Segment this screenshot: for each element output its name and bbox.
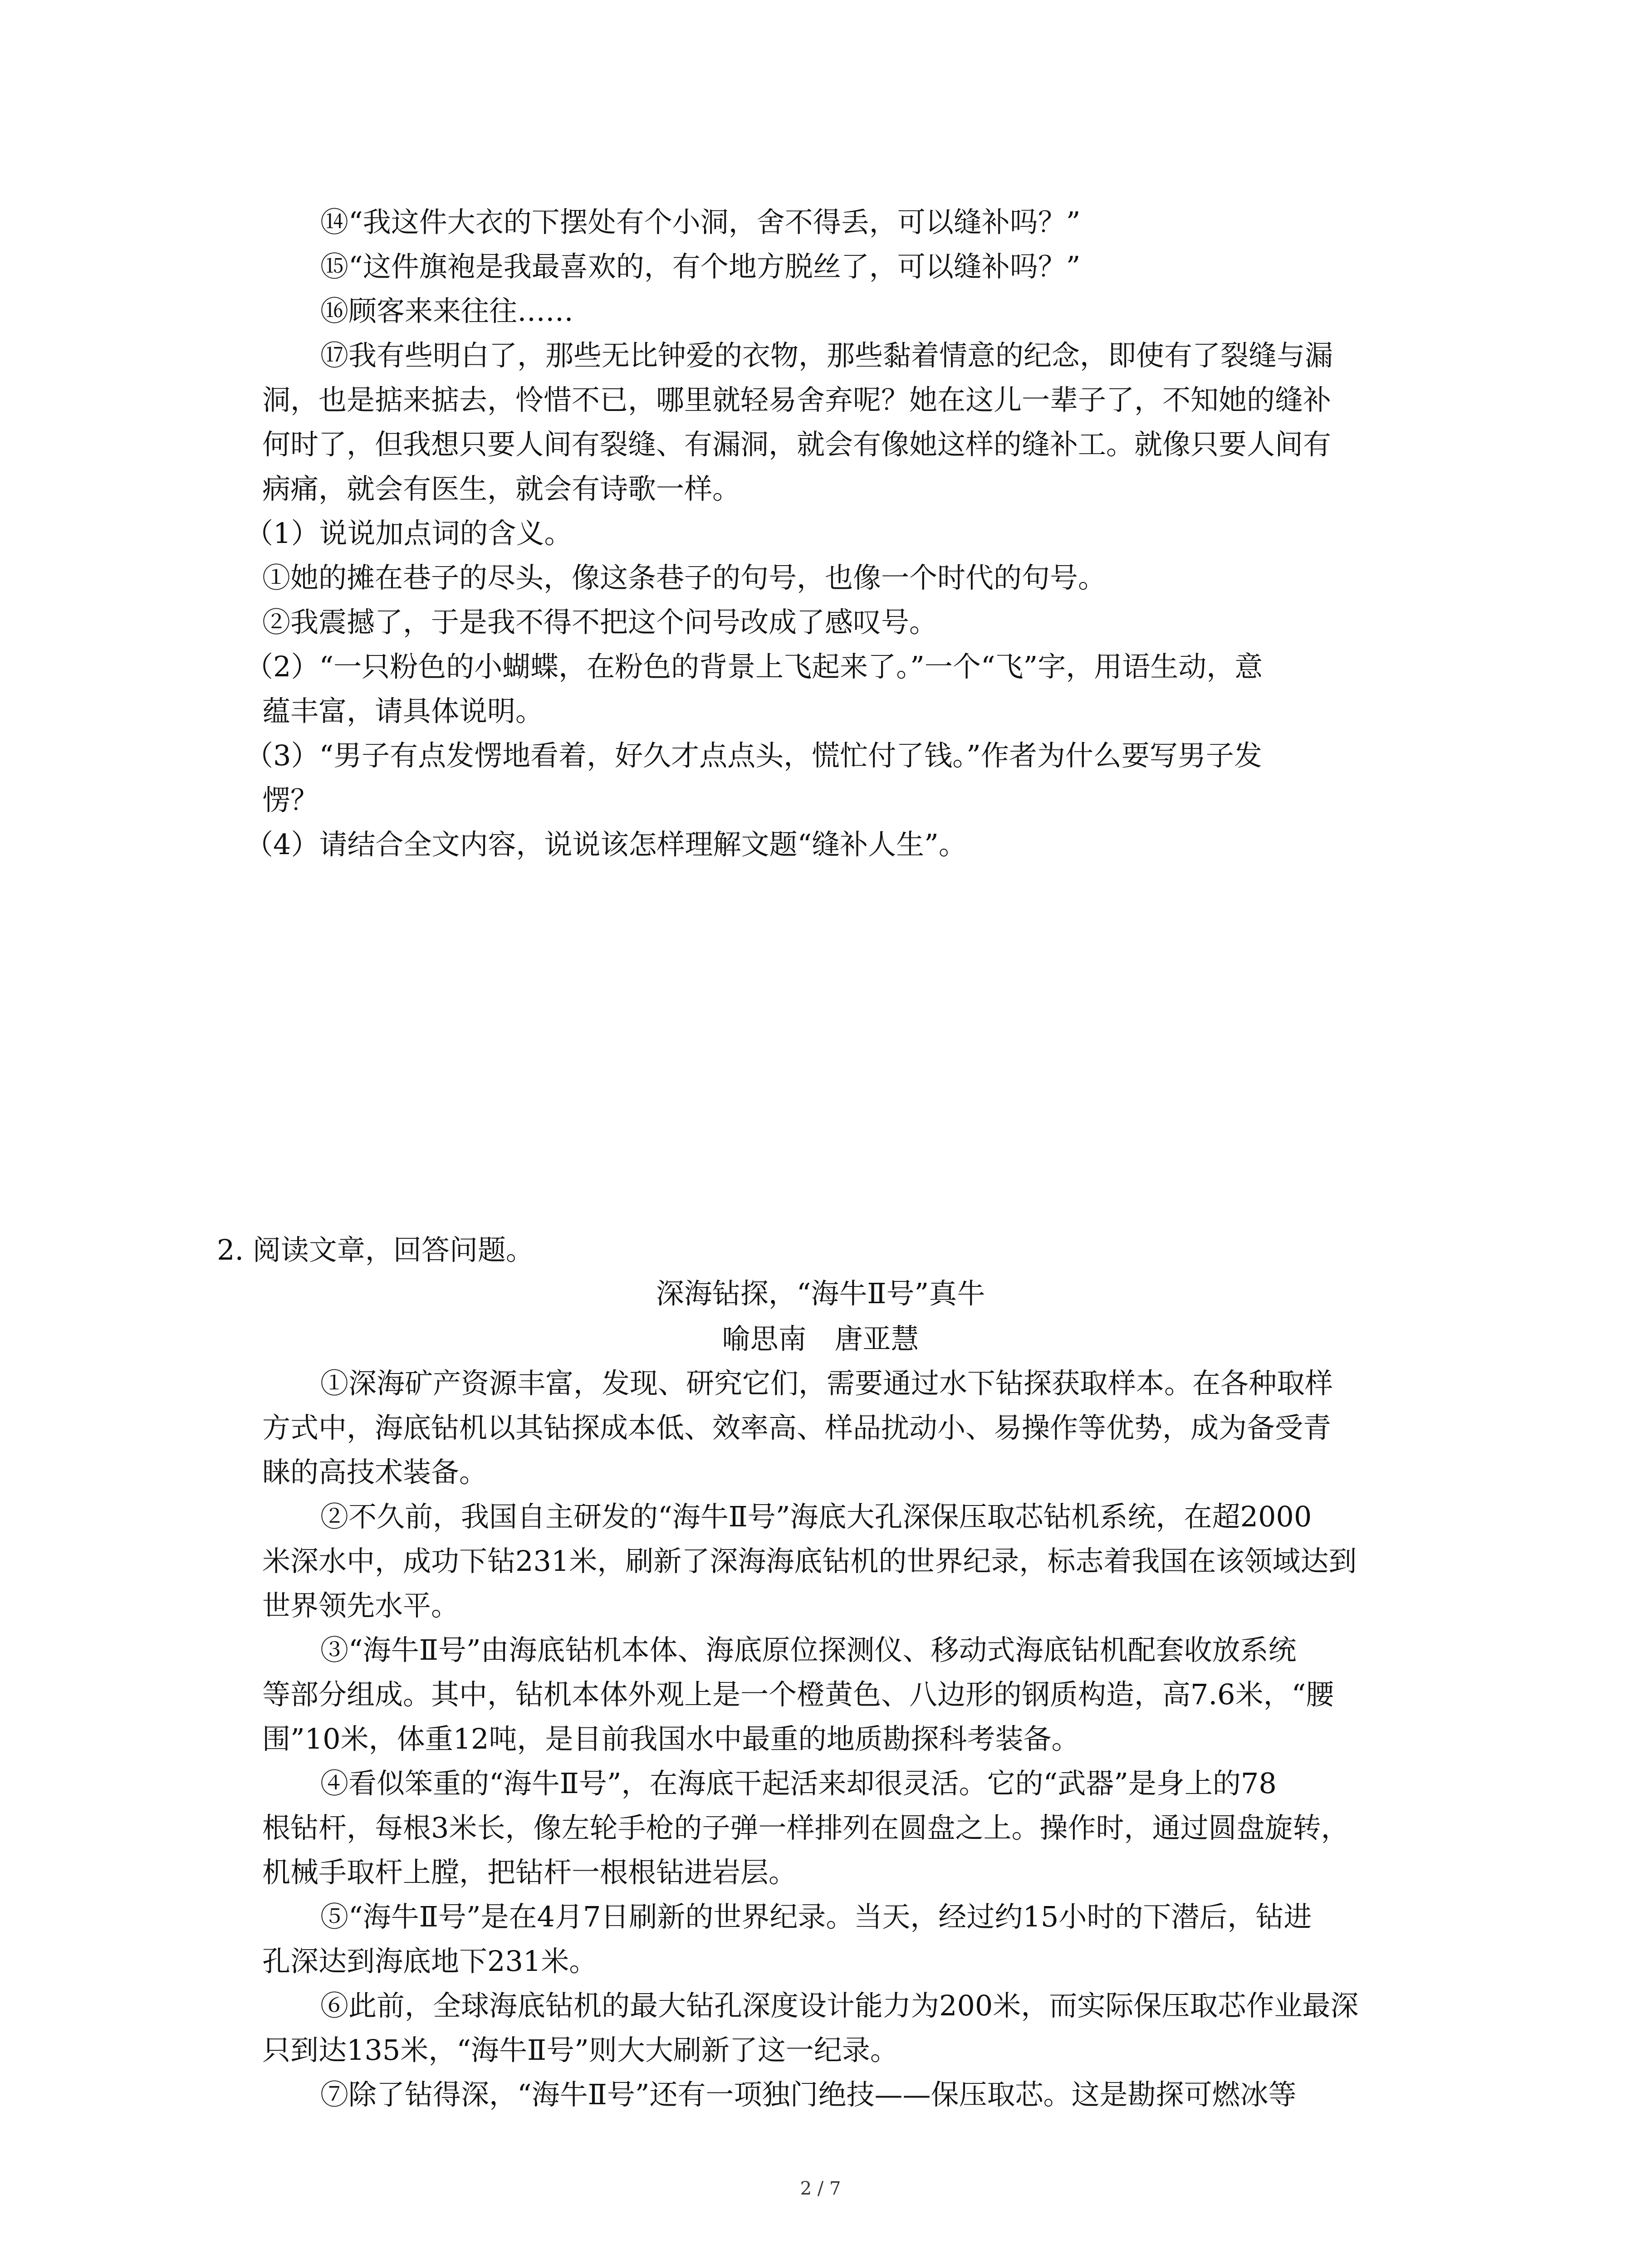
passage1-paragraph-17-line1: ⑰我有些明白了，那些无比钟爱的衣物，那些黏着情意的纪念，即使有了裂缝与漏 (320, 339, 1333, 372)
passage1-paragraph-17-line2: 洞，也是掂来掂去，怜惜不已，哪里就轻易舍弃呢？她在这儿一辈子了，不知她的缝补 (262, 383, 1332, 416)
article-paragraph-4-line2: 根钻杆，每根3米长，像左轮手枪的子弹一样排列在圆盘之上。操作时，通过圆盘旋转， (262, 1811, 1349, 1844)
article-paragraph-6-line2: 只到达135米，“海牛Ⅱ号”则大大刷新了这一纪录。 (262, 2033, 898, 2067)
question-1-item-1: ①她的摊在巷子的尽头，像这条巷子的句号，也像一个时代的句号。 (262, 561, 1107, 594)
article-paragraph-5-line2: 孔深达到海底地下231米。 (262, 1945, 598, 1978)
article-paragraph-3-line3: 围”10米，体重12吨，是目前我国水中最重的地质勘探科考装备。 (262, 1722, 1080, 1755)
article-paragraph-1-line2: 方式中，海底钻机以其钻探成本低、效率高、样品扰动小、易操作等优势，成为备受青 (262, 1411, 1332, 1444)
article-title: 深海钻探，“海牛Ⅱ号”真牛 (656, 1277, 985, 1310)
article-paragraph-4-line1: ④看似笨重的“海牛Ⅱ号”，在海底干起活来却很灵活。它的“武器”是身上的78 (320, 1767, 1277, 1800)
question-4: （4）请结合全文内容，说说该怎样理解文题“缝补人生”。 (245, 828, 967, 861)
article-authors: 喻思南 唐亚慧 (722, 1322, 919, 1355)
question2-prompt: 2. 阅读文章，回答问题。 (217, 1233, 534, 1266)
article-paragraph-3-line2: 等部分组成。其中，钻机本体外观上是一个橙黄色、八边形的钢质构造，高7.6米，“腰 (262, 1678, 1334, 1711)
article-paragraph-6-line1: ⑥此前，全球海底钻机的最大钻孔深度设计能力为200米，而实际保压取芯作业最深 (320, 1989, 1359, 2022)
passage1-paragraph-17-line4: 病痛，就会有医生，就会有诗歌一样。 (262, 472, 741, 505)
passage1-paragraph-16: ⑯顾客来来往往…… (320, 294, 574, 327)
passage1-paragraph-15: ⑮“这件旗袍是我最喜欢的，有个地方脱丝了，可以缝补吗？” (320, 250, 1081, 283)
passage1-paragraph-17-line3: 何时了，但我想只要人间有裂缝、有漏洞，就会有像她这样的缝补工。就像只要人间有 (262, 428, 1332, 461)
question-2-line1: （2）“一只粉色的小蝴蝶，在粉色的背景上飞起来了。”一个“飞”字，用语生动，意 (245, 650, 1263, 683)
article-paragraph-2-line1: ②不久前，我国自主研发的“海牛Ⅱ号”海底大孔深保压取芯钻机系统，在超2000 (320, 1500, 1312, 1533)
article-paragraph-2-line2: 米深水中，成功下钻231米，刷新了深海海底钻机的世界纪录，标志着我国在该领域达到 (262, 1545, 1357, 1578)
question-1: （1）说说加点词的含义。 (245, 517, 573, 550)
question-1-item-2: ②我震撼了，于是我不得不把这个问号改成了感叹号。 (262, 606, 938, 639)
article-paragraph-5-line1: ⑤“海牛Ⅱ号”是在4月7日刷新的世界纪录。当天，经过约15小时的下潜后，钻进 (320, 1900, 1312, 1933)
article-paragraph-3-line1: ③“海牛Ⅱ号”由海底钻机本体、海底原位探测仪、移动式海底钻机配套收放系统 (320, 1633, 1297, 1667)
article-paragraph-4-line3: 机械手取杆上膛，把钻杆一根根钻进岩层。 (262, 1856, 797, 1889)
question-3-line1: （3）“男子有点发愣地看着，好久才点点头，慌忙付了钱。”作者为什么要写男子发 (245, 739, 1262, 772)
passage1-paragraph-14: ⑭“我这件大衣的下摆处有个小洞，舍不得丢，可以缝补吗？” (320, 205, 1081, 239)
page-number: 2 / 7 (800, 2178, 841, 2199)
question-3-line2: 愣？ (262, 783, 319, 816)
article-paragraph-2-line3: 世界领先水平。 (262, 1589, 460, 1622)
article-paragraph-1-line3: 睐的高技术装备。 (262, 1456, 488, 1489)
article-paragraph-1-line1: ①深海矿产资源丰富，发现、研究它们，需要通过水下钻探获取样本。在各种取样 (320, 1367, 1333, 1400)
article-paragraph-7-line1: ⑦除了钻得深，“海牛Ⅱ号”还有一项独门绝技——保压取芯。这是勘探可燃冰等 (320, 2078, 1297, 2111)
question-2-line2: 蕴丰富，请具体说明。 (262, 694, 544, 728)
